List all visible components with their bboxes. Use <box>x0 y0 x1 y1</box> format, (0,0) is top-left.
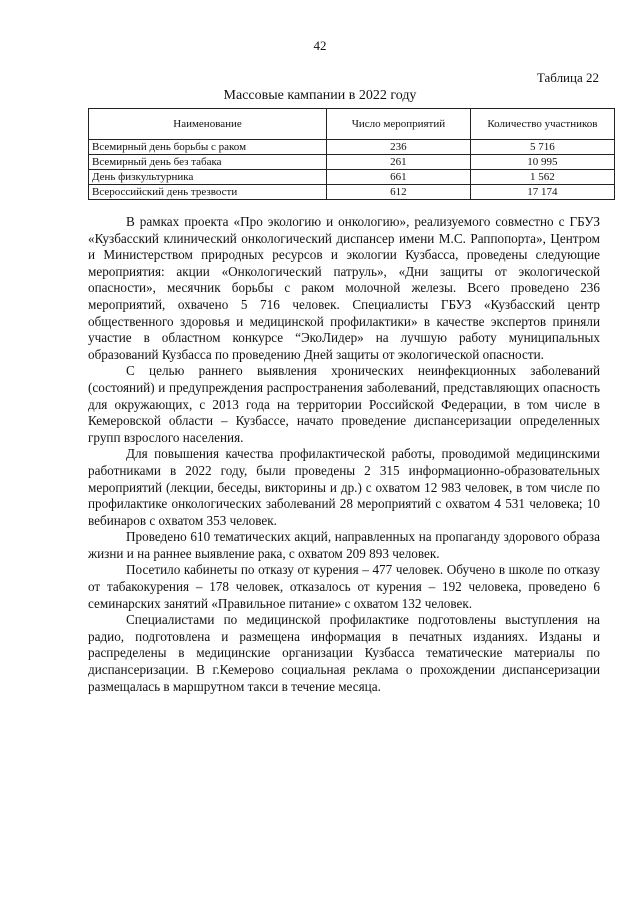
cell-events: 261 <box>327 155 471 170</box>
table-title: Массовые кампании в 2022 году <box>223 88 417 103</box>
table-row <box>89 185 615 200</box>
table-row <box>89 170 615 185</box>
paragraph-prevention-events: Для повышения качества профилактической работы, проводимой медицинскими работниками в 2022 году, были проведены 2 315 информационно-образовательных мероприятий (лекции, беседы, викторины и др.) с охватом 12 983 человек, в том числе по профилактике онкологических заболеваний 28 мероприятий с охватом 4 531 человека; 10 вебинаров с охватом 353 человек. <box>88 446 600 528</box>
cell-campaign-name: Всемирный день борьбы с раком <box>89 140 327 155</box>
table-header-row <box>89 109 615 140</box>
table-label: Таблица 22 <box>536 70 599 85</box>
cell-events: 612 <box>327 185 471 200</box>
cell-events: 661 <box>327 170 471 185</box>
cell-participants: 5 716 <box>470 140 614 155</box>
paragraph-dispensarization: С целью раннего выявления хронических неинфекционных заболеваний (состояний) и предупреждения распространения заболеваний, представляющих опасность для окружающих, с 2013 года на территории Российской Федерации, в том числе в Кемеровской области – Кузбассе, начато проведение диспансеризации определенных групп взрослого населения. <box>88 363 600 445</box>
header-name: Наименование <box>89 109 327 140</box>
paragraph-media-materials: Специалистами по медицинской профилактике подготовлены выступления на радио, подготовлена и размещена информация в печатных изданиях. Изданы и распределены в медицинские организации Кузбасса тематические материалы по диспансеризации. В г.Кемерово социальная реклама о прохождении диспансеризации размещалась в маршрутном такси в течение месяца. <box>88 612 600 694</box>
header-participants-count: Количество участников <box>470 109 614 140</box>
header-events-count: Число мероприятий <box>327 109 471 140</box>
table-row <box>89 155 615 170</box>
page-number: 42 <box>313 38 327 53</box>
cell-events: 236 <box>327 140 471 155</box>
cell-campaign-name: Всероссийский день трезвости <box>89 185 327 200</box>
body-text <box>88 214 600 695</box>
paragraph-thematic-actions: Проведено 610 тематических акций, направленных на пропаганду здорового образа жизни и на раннее выявление рака, с охватом 209 893 человек. <box>88 529 600 561</box>
paragraph-smoking-cessation: Посетило кабинеты по отказу от курения – 477 человек. Обучено в школе по отказу от табакокурения – 178 человек, отказалось от курения – 192 человека, проведено 6 семинарских занятий «Правильное питание» с охватом 132 человек. <box>88 562 600 611</box>
cell-participants: 1 562 <box>470 170 614 185</box>
cell-campaign-name: Всемирный день без табака <box>89 155 327 170</box>
cell-participants: 10 995 <box>470 155 614 170</box>
table-row <box>89 140 615 155</box>
cell-participants: 17 174 <box>470 185 614 200</box>
cell-campaign-name: День физкультурника <box>89 170 327 185</box>
paragraph-ecology-project: В рамках проекта «Про экологию и онкологию», реализуемого совместно с ГБУЗ «Кузбасский клинический онкологический диспансер имени М.С. Раппопорта», Центром и Министерством природных ресурсов и экологии Кузбасса, проведены следующие мероприятия: акции «Онкологический патруль», «Дни защиты от экологической опасности», месячник борьбы с раком молочной железы. Всего проведено 236 мероприятий, охвачено 5 716 человек. Специалисты ГБУЗ «Кузбасский центр общественного здоровья и медицинской профилактики» в качестве экспертов приняли участие в областном конкурсе “ЭкоЛидер» на лучшую работу муниципальных образований Кузбасса по проведению Дней защиты от экологической опасности. <box>88 214 600 362</box>
campaigns-table <box>88 108 615 200</box>
